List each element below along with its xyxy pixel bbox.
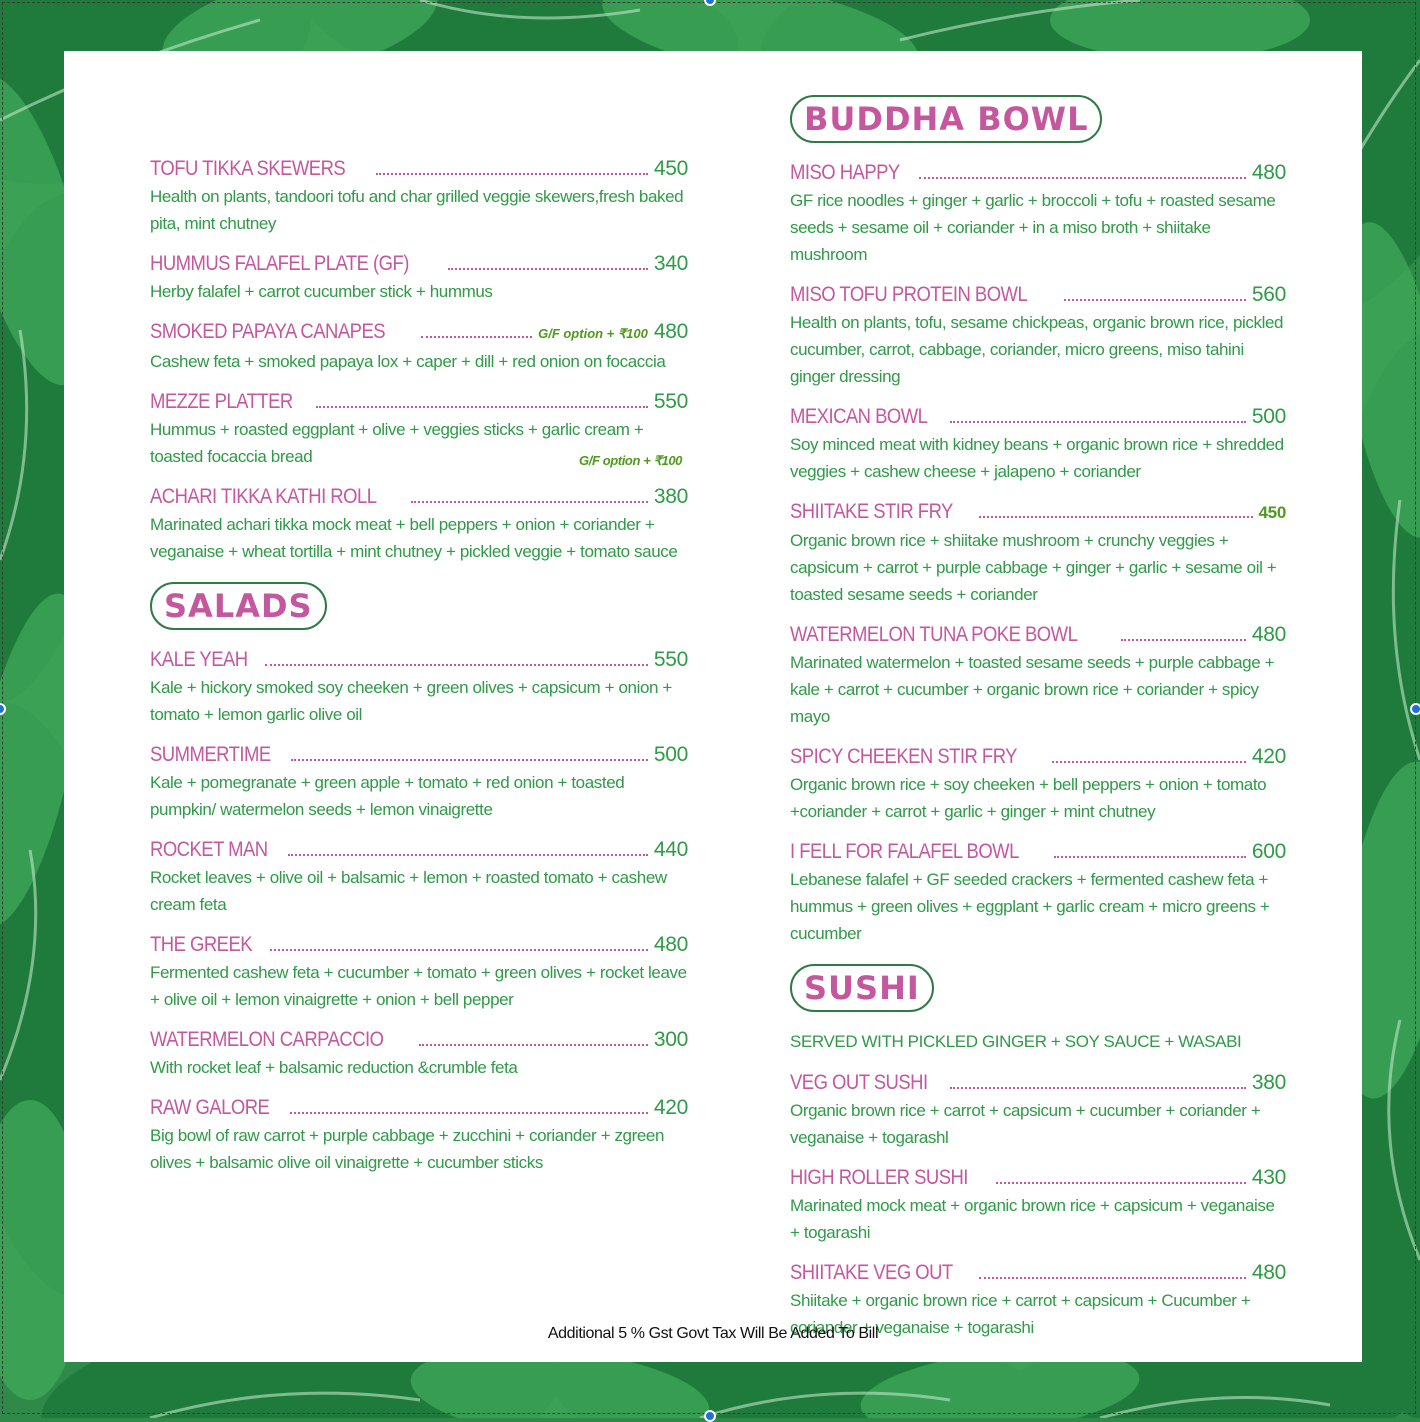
item-price: 340 — [653, 252, 688, 275]
item-price: 300 — [653, 1028, 688, 1051]
tax-footer-note: Additional 5 % Gst Govt Tax Will Be Added To Bill — [547, 1325, 879, 1342]
item-name: WATERMELON CARPACCIO — [150, 1028, 384, 1051]
resize-handle-right[interactable] — [1410, 703, 1420, 715]
menu-item — [790, 498, 1286, 608]
leader-dots — [919, 177, 1246, 179]
sushi-section — [790, 1069, 1286, 1341]
menu-item — [790, 743, 1286, 825]
item-price: 560 — [1251, 283, 1286, 306]
leader-dots — [1052, 761, 1246, 763]
item-description: GF rice noodles + ginger + garlic + broccoli + tofu + roasted sesame seeds + sesame oil + coriander + in a miso broth + shiitake mushroom — [790, 191, 1276, 264]
item-description: With rocket leaf + balsamic reduction &crumble feta — [150, 1058, 518, 1077]
leader-dots — [376, 173, 648, 175]
menu-item — [150, 646, 688, 728]
sushi-served-with-note: SERVED WITH PICKLED GINGER + SOY SAUCE + WASABI — [790, 1032, 1242, 1051]
item-description: Big bowl of raw carrot + purple cabbage + zucchini + coriander + zgreen olives + balsamic olive oil vinaigrette + cucumber sticks — [150, 1126, 665, 1172]
section-title-buddha-bowl: BUDDHA BOWL — [790, 95, 1102, 143]
item-name: VEG OUT SUSHI — [790, 1071, 928, 1094]
menu-item — [790, 1069, 1286, 1151]
leader-dots — [979, 1277, 1246, 1279]
menu-item — [150, 483, 688, 565]
leader-dots — [1054, 856, 1246, 858]
menu-item — [150, 388, 688, 470]
left-column — [150, 155, 688, 1189]
item-price: 450 — [1258, 503, 1286, 522]
item-description: Kale + hickory smoked soy cheeken + green olives + capsicum + onion + tomato + lemon garlic olive oil — [150, 678, 672, 724]
leader-dots — [979, 516, 1252, 518]
item-price: 380 — [653, 485, 688, 508]
item-name: MEXICAN BOWL — [790, 405, 928, 428]
menu-item — [790, 838, 1286, 947]
item-price: 500 — [1251, 405, 1286, 428]
item-name: KALE YEAH — [150, 648, 248, 671]
item-price: 550 — [653, 648, 688, 671]
item-description: Fermented cashew feta + cucumber + tomato + green olives + rocket leave + olive oil + lemon vinaigrette + onion + bell pepper — [150, 963, 687, 1009]
item-description: Health on plants, tofu, sesame chickpeas, organic brown rice, pickled cucumber, carrot, cabbage, coriander, micro greens, miso tahini ginger dressing — [790, 313, 1284, 386]
menu-page — [64, 51, 1362, 1362]
item-description: Soy minced meat with kidney beans + organic brown rice + shredded veggies + cashew cheese + jalapeno + coriander — [790, 435, 1284, 481]
menu-item — [150, 836, 688, 918]
item-price: 480 — [1251, 1261, 1286, 1284]
item-price: 480 — [1251, 161, 1286, 184]
item-price: 480 — [653, 320, 688, 343]
menu-item — [150, 155, 688, 237]
leader-dots — [316, 406, 648, 408]
buddha-bowl-section — [790, 159, 1286, 947]
item-name: ROCKET MAN — [150, 838, 268, 861]
item-price: 480 — [653, 933, 688, 956]
item-name: RAW GALORE — [150, 1096, 270, 1119]
item-description: Marinated watermelon + toasted sesame seeds + purple cabbage + kale + carrot + cucumber + organic brown rice + coriander + spicy mayo — [790, 653, 1275, 726]
item-name: MISO TOFU PROTEIN BOWL — [790, 283, 1028, 306]
menu-item — [150, 1026, 688, 1081]
item-name: MEZZE PLATTER — [150, 390, 293, 413]
resize-handle-bottom[interactable] — [704, 1410, 716, 1422]
leader-dots — [270, 949, 648, 951]
item-price: 420 — [1251, 745, 1286, 768]
item-price: 480 — [1251, 623, 1286, 646]
section-title-sushi: SUSHI — [790, 964, 934, 1012]
item-description: Marinated mock meat + organic brown rice + capsicum + veganaise + togarashi — [790, 1196, 1275, 1242]
item-price: 500 — [653, 743, 688, 766]
leader-dots — [419, 1044, 648, 1046]
item-name: ACHARI TIKKA KATHI ROLL — [150, 485, 377, 508]
item-price: 600 — [1251, 840, 1286, 863]
leader-dots — [288, 854, 648, 856]
item-description: Cashew feta + smoked papaya lox + caper + dill + red onion on focaccia — [150, 352, 666, 371]
gf-option-note: G/F option + ₹100 — [579, 453, 682, 468]
menu-item — [790, 621, 1286, 730]
item-name: HIGH ROLLER SUSHI — [790, 1166, 968, 1189]
item-name: I FELL FOR FALAFEL BOWL — [790, 840, 1019, 863]
leader-dots — [950, 1087, 1246, 1089]
item-price: 450 — [653, 157, 688, 180]
menu-item — [150, 931, 688, 1013]
item-price: 440 — [653, 838, 688, 861]
item-description: Rocket leaves + olive oil + balsamic + lemon + roasted tomato + cashew cream feta — [150, 868, 667, 914]
item-description: Organic brown rice + shiitake mushroom + crunchy veggies + capsicum + carrot + purple cabbage + ginger + garlic + sesame oil + toasted sesame seeds + coriander — [790, 531, 1277, 604]
menu-item — [150, 318, 688, 375]
menu-item — [150, 741, 688, 823]
leader-dots — [996, 1182, 1246, 1184]
item-description: Lebanese falafel + GF seeded crackers + fermented cashew feta + hummus + green olives + eggplant + garlic cream + micro greens + cucumber — [790, 870, 1270, 943]
menu-item — [150, 1094, 688, 1176]
item-description: Marinated achari tikka mock meat + bell peppers + onion + coriander + veganaise + wheat tortilla + mint chutney + pickled veggie + tomato sauce — [150, 515, 678, 561]
salads-section — [150, 646, 688, 1176]
leader-dots — [290, 1112, 648, 1114]
leader-dots — [1064, 299, 1246, 301]
starters-section — [150, 155, 688, 565]
item-name: WATERMELON TUNA POKE BOWL — [790, 623, 1078, 646]
menu-item — [150, 250, 688, 305]
item-description: Herby falafel + carrot cucumber stick + hummus — [150, 282, 493, 301]
item-name: THE GREEK — [150, 933, 253, 956]
item-description: Shiitake + organic brown rice + carrot + capsicum + Cucumber + coriander + veganaise + togarashi — [790, 1291, 1251, 1337]
leader-dots — [265, 664, 648, 666]
item-name: SMOKED PAPAYA CANAPES — [150, 320, 386, 343]
leader-dots — [421, 336, 532, 338]
item-name: HUMMUS FALAFEL PLATE (GF) — [150, 252, 409, 275]
item-description: Health on plants, tandoori tofu and char grilled veggie skewers,fresh baked pita, mint chutney — [150, 187, 684, 233]
item-name: SHIITAKE STIR FRY — [790, 500, 953, 523]
menu-item — [790, 1164, 1286, 1246]
leader-dots — [950, 421, 1246, 423]
item-price: 430 — [1251, 1166, 1286, 1189]
gf-option-note: G/F option + ₹100 — [538, 326, 648, 341]
item-description — [150, 416, 688, 470]
leader-dots — [291, 759, 648, 761]
item-price: 380 — [1251, 1071, 1286, 1094]
right-column — [790, 95, 1286, 1354]
leader-dots — [1121, 639, 1246, 641]
item-name: MISO HAPPY — [790, 161, 900, 184]
item-name: SHIITAKE VEG OUT — [790, 1261, 953, 1284]
item-description: Kale + pomegranate + green apple + tomato + red onion + toasted pumpkin/ watermelon seeds + lemon vinaigrette — [150, 773, 625, 819]
section-title-salads: SALADS — [150, 582, 327, 630]
menu-item — [790, 159, 1286, 268]
item-name: TOFU TIKKA SKEWERS — [150, 157, 346, 180]
item-price: 550 — [653, 390, 688, 413]
leader-dots — [411, 501, 648, 503]
item-price: 420 — [653, 1096, 688, 1119]
item-name: SPICY CHEEKEN STIR FRY — [790, 745, 1017, 768]
item-description: Organic brown rice + soy cheeken + bell peppers + onion + tomato +coriander + carrot + garlic + ginger + mint chutney — [790, 775, 1267, 821]
item-description-text: Hummus + roasted eggplant + olive + veggies sticks + garlic cream + toasted focaccia bread — [150, 420, 644, 466]
item-name: SUMMERTIME — [150, 743, 271, 766]
item-description: Organic brown rice + carrot + capsicum + cucumber + coriander + veganaise + togarashl — [790, 1101, 1261, 1147]
leader-dots — [448, 268, 648, 270]
menu-item — [790, 281, 1286, 390]
menu-item — [790, 403, 1286, 485]
